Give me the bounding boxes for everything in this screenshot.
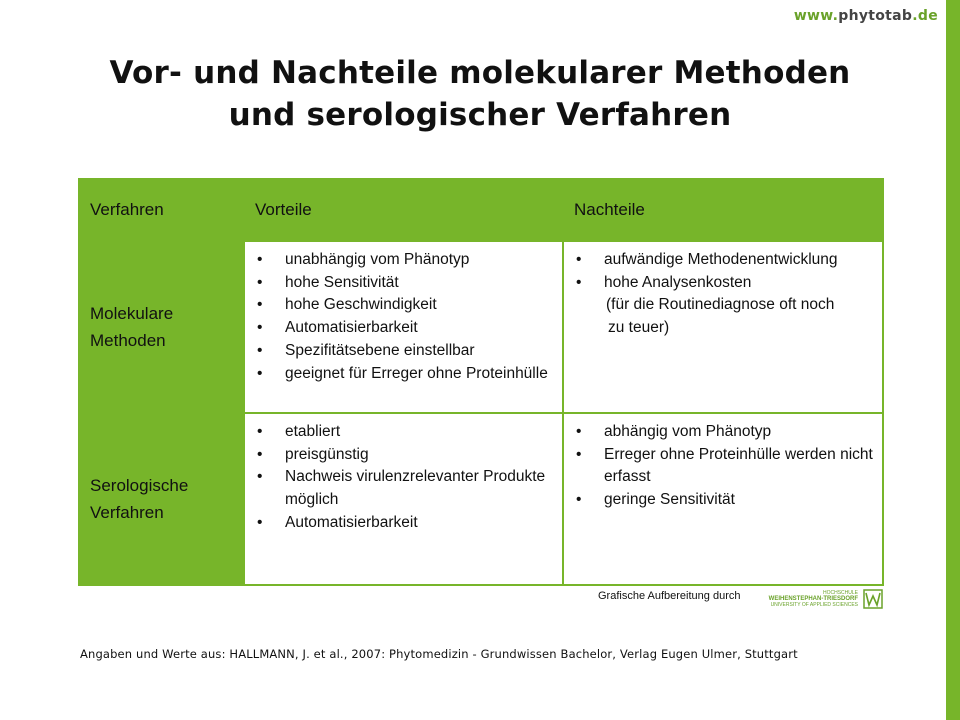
vorteile-list [245, 242, 562, 391]
list-item: • hohe Geschwindigkeit [257, 296, 437, 314]
header-vorteile: Vorteile [244, 179, 563, 241]
list-item: • hohe Analysenkosten [576, 273, 752, 291]
page-title [80, 52, 880, 136]
list-item: • unabhängig vom Phänotyp [257, 251, 470, 268]
right-accent-bar [946, 0, 960, 720]
credit-text: Grafische Aufbereitung durch [598, 590, 741, 602]
nachteile-note: (für die Routinediagnose oft noch zu teuer) [606, 296, 835, 337]
page-title-line2: und serologischer Verfahren [228, 97, 732, 133]
source-citation: Angaben und Werte aus: HALLMANN, J. et al., 2007: Phytomedizin - Grundwissen Bachelor, Verlag Eugen Ulmer, Stuttgart [80, 647, 798, 661]
hsw-logo-icon [863, 589, 883, 609]
page-title-line1: Vor- und Nachteile molekularer Methoden [109, 55, 851, 91]
logo-wordmark: HOCHSCHULE WEIHENSTEPHAN-TRIESDORF UNIVERSITY OF APPLIED SCIENCES [768, 590, 858, 608]
comparison-table [78, 178, 884, 586]
cell-nachteile-molekulare [563, 241, 883, 413]
table-header-row [79, 179, 883, 241]
site-url[interactable]: www.phytotab.de [793, 8, 938, 24]
list-item: • Erreger ohne Proteinhülle werden nicht erfasst [576, 445, 873, 486]
list-item: • abhängig vom Phänotyp [576, 423, 772, 440]
list-item: • Automatisierbarkeit [257, 319, 418, 337]
hochschule-logo [766, 589, 884, 609]
nachteile-list [564, 242, 882, 294]
list-item: • Automatisierbarkeit [257, 513, 418, 531]
vorteile-list [245, 414, 562, 541]
list-item: • hohe Sensitivität [257, 273, 399, 291]
list-item: • preisgünstig [257, 445, 369, 463]
header-verfahren: Verfahren [79, 179, 244, 241]
list-item: • geeignet für Erreger ohne Proteinhülle [257, 364, 548, 382]
cell-nachteile-serologische [563, 413, 883, 585]
row-label-serologische: Serologische Verfahren [79, 413, 244, 585]
list-item: • aufwändige Methodenentwicklung [576, 251, 838, 268]
header-nachteile: Nachteile [563, 179, 883, 241]
table-row [79, 241, 883, 413]
row-label-molekulare: Molekulare Methoden [79, 241, 244, 413]
list-item: • Spezifitätsebene einstellbar [257, 341, 475, 359]
cell-vorteile-molekulare [244, 241, 563, 413]
list-item: • geringe Sensitivität [576, 491, 735, 509]
table-row [79, 413, 883, 585]
list-item: • etabliert [257, 423, 341, 440]
cell-vorteile-serologische [244, 413, 563, 585]
nachteile-list [564, 414, 882, 518]
list-item: • Nachweis virulenzrelevanter Produkte möglich [257, 468, 546, 509]
